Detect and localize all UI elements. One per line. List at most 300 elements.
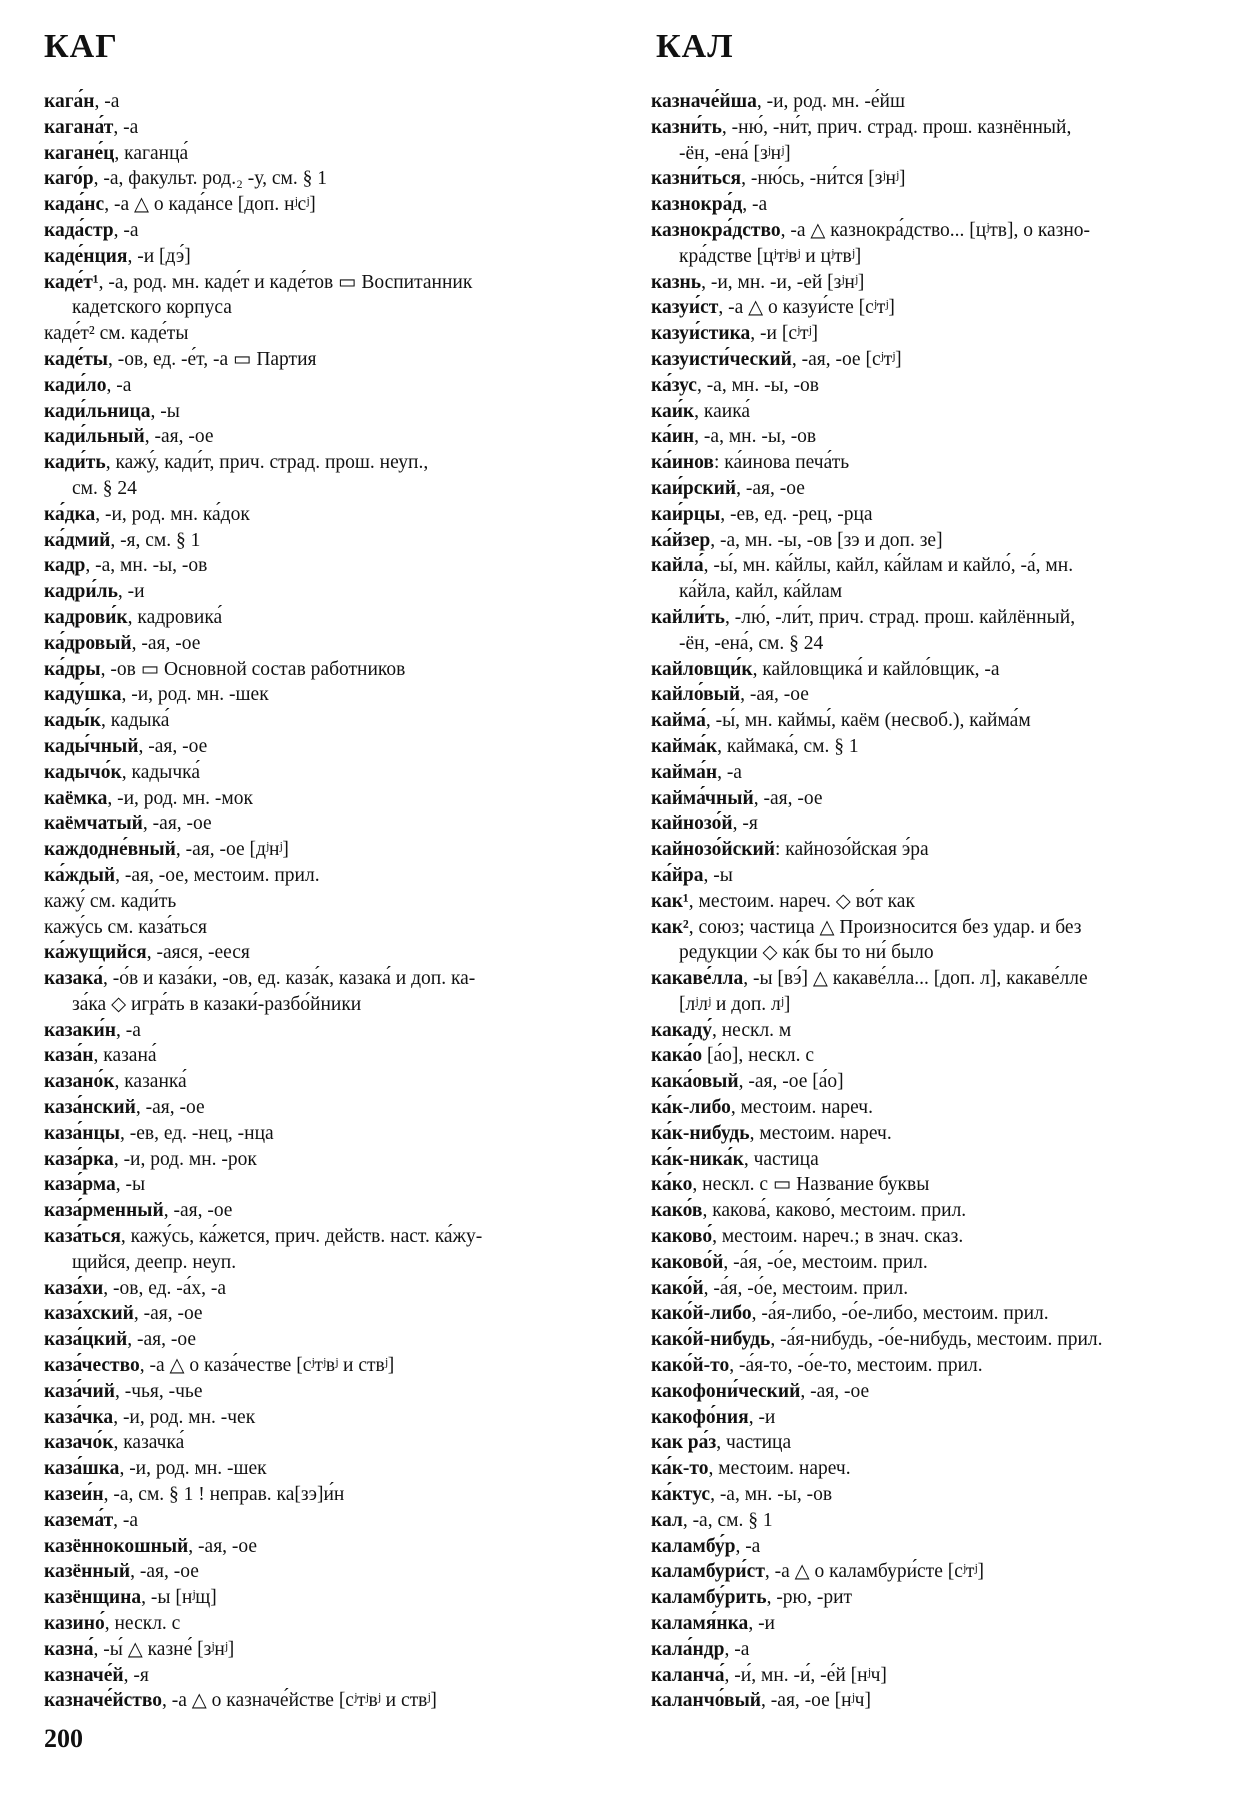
entry-headword: казака́: [44, 968, 103, 990]
dictionary-entry: [44, 141, 614, 167]
dictionary-entry: [651, 786, 1223, 812]
dictionary-entry: [44, 1456, 614, 1482]
dictionary-entry: [651, 1456, 1223, 1482]
entry-definition: , какова́, каково́, местоим. прил.: [702, 1200, 967, 1222]
dictionary-entry: [651, 1688, 1223, 1714]
dictionary-entry: [651, 682, 1223, 708]
entry-headword: казёнщина: [44, 1587, 142, 1609]
dictionary-entry: [44, 1147, 614, 1173]
entry-continuation: -ён, -ена́, см. § 24: [679, 632, 824, 654]
dictionary-entry: [651, 1198, 1223, 1224]
entry-headword: казаки́н: [44, 1019, 116, 1041]
entry-definition: , -ая, -ое: [131, 632, 201, 654]
entry-headword: каго́р: [44, 168, 94, 190]
dictionary-entry: [651, 1559, 1223, 1585]
entry-continuation: ка́йла, кайл, ка́йлам: [679, 581, 843, 603]
entry-definition: , -а, род. мн. каде́т и каде́тов ▭ Воспитанник: [98, 271, 473, 293]
entry-headword: какофони́ческий: [651, 1380, 801, 1402]
entry-continuation: щийся, деепр. неуп.: [72, 1251, 237, 1273]
entry-headword: каде́ты: [44, 348, 109, 370]
dictionary-entry: [44, 1095, 614, 1121]
entry-definition: , -а △ о казуи́сте [сʲтʲ]: [718, 297, 895, 319]
entry-headword: казни́ться: [651, 168, 742, 190]
entry-headword: как¹: [651, 890, 689, 912]
dictionary-entry: [44, 450, 614, 502]
entry-headword: каза́хи: [44, 1277, 104, 1299]
dictionary-entry: [44, 837, 614, 863]
entry-definition: , -а́я-нибудь, -о́е-нибудь, местоим. прил.: [770, 1329, 1103, 1351]
entry-definition: , -а́я, -о́е, местоим. прил.: [703, 1277, 909, 1299]
dictionary-entry: [44, 1688, 614, 1714]
right-running-head: КАЛ: [656, 28, 734, 65]
entry-definition: , -а: [94, 91, 120, 112]
entry-headword: каза́рма: [44, 1174, 116, 1196]
entry-headword: казённокошный: [44, 1535, 189, 1557]
dictionary-entry: [44, 657, 614, 683]
entry-definition: [а́о], нескл. с: [702, 1045, 814, 1067]
dictionary-entry: [651, 89, 1223, 115]
entry-headword: казано́к: [44, 1071, 115, 1093]
entry-headword: каза́чество: [44, 1355, 140, 1377]
left-running-head: КАГ: [44, 28, 118, 65]
entry-headword: казнь: [651, 271, 702, 293]
entry-headword: каза́рменный: [44, 1200, 164, 1222]
dictionary-entry: [44, 424, 614, 450]
entry-definition: , -ов ▭ Основной состав работников: [100, 658, 406, 680]
entry-definition: , кажу́сь, ка́жется, прич. действ. наст. ка́жу-: [120, 1226, 483, 1248]
entry-definition: , -а́я, -о́е, местоим. прил.: [723, 1251, 928, 1273]
dictionary-entry: [651, 528, 1223, 554]
entry-definition: , -ая, -ое: [135, 1097, 205, 1119]
dictionary-entry: [44, 1198, 614, 1224]
entry-headword: казуи́стика: [651, 323, 751, 345]
entry-headword: кади́ло: [44, 374, 107, 396]
entry-headword: кади́льница: [44, 400, 151, 422]
entry-headword: кагана́т: [44, 116, 114, 138]
entry-headword: каза́хский: [44, 1303, 134, 1325]
dictionary-entry: [44, 889, 614, 915]
dictionary-entry: [651, 1018, 1223, 1044]
entry-headword: казни́ть: [651, 116, 722, 138]
dictionary-entry: [651, 270, 1223, 296]
entry-definition: , нескл. с: [104, 1613, 181, 1635]
entry-definition: , -ая, -ое: [188, 1535, 258, 1557]
dictionary-entry: [44, 682, 614, 708]
entry-definition: , -ая, -ое [сʲтʲ]: [791, 348, 902, 370]
entry-headword: како́й-либо: [651, 1303, 752, 1325]
entry-continuation: -ён, -ена́ [зʲнʲ]: [679, 142, 791, 164]
dictionary-entry: [651, 553, 1223, 605]
entry-definition: , -ов, ед. -е́т, -а ▭ Партия: [108, 348, 317, 370]
entry-definition: , -а: [724, 1638, 750, 1660]
entry-continuation: за́ка ◇ игра́ть в казаки́-разбо́йники: [72, 993, 362, 1015]
entry-definition: , -и, мн. -и, -ей [зʲнʲ]: [701, 271, 865, 293]
entry-definition: , -а́я-либо, -о́е-либо, местоим. прил.: [751, 1303, 1049, 1325]
dictionary-entry: [651, 1069, 1223, 1095]
dictionary-entry: [651, 399, 1223, 425]
entry-definition: кажу́ см. кади́ть: [44, 890, 177, 912]
entry-headword: кадри́ль: [44, 581, 118, 603]
entry-definition: , кадровика́: [127, 606, 223, 628]
entry-definition: , каика́: [694, 400, 751, 422]
dictionary-entry: [651, 760, 1223, 786]
entry-definition: , -а́я-то, -о́е-то, местоим. прил.: [729, 1355, 983, 1377]
entry-headword: кайнозо́йский: [651, 839, 775, 861]
entry-definition: : кайнозо́йская э́ра: [774, 839, 929, 861]
dictionary-entry: [44, 760, 614, 786]
entry-headword: какофо́ния: [651, 1406, 749, 1428]
dictionary-entry: [651, 1250, 1223, 1276]
entry-headword: казуисти́ческий: [651, 348, 792, 370]
entry-definition: , -а △ о каза́честве [сʲтʲвʲ и ствʲ]: [139, 1355, 395, 1377]
entry-definition: , -ая, -ое: [736, 477, 805, 499]
dictionary-entry: [651, 1508, 1223, 1534]
dictionary-entry: [44, 270, 614, 322]
entry-definition: , местоим. нареч.; в знач. сказ.: [712, 1226, 964, 1248]
entry-definition: , -ая, -ое: [142, 813, 212, 835]
entry-definition: , -и, род. мн. -рок: [113, 1148, 257, 1170]
entry-definition: , -и [дэ́]: [127, 245, 191, 267]
entry-definition: , -а, мн. -ы, -ов: [696, 374, 819, 396]
entry-definition: , -аяся, -ееся: [146, 942, 250, 964]
entry-headword: казначе́йство: [44, 1690, 162, 1712]
entry-headword: када́стр: [44, 219, 114, 241]
dictionary-entry: [651, 1121, 1223, 1147]
entry-headword: како́й-то: [651, 1355, 730, 1377]
entry-definition: : ка́инова печа́ть: [713, 452, 850, 474]
dictionary-entry: [651, 1637, 1223, 1663]
entry-definition: , -а, факульт. род.₂ -у, см. § 1: [93, 168, 327, 190]
entry-headword: кади́льный: [44, 426, 145, 448]
dictionary-entry: [651, 708, 1223, 734]
entry-headword: каза́цкий: [44, 1329, 128, 1351]
entry-definition: , -я: [123, 1664, 149, 1686]
entry-definition: , -ы [вэ́] △ какаве́лла... [доп. л], какаве́лле: [743, 968, 1088, 990]
entry-headword: каза́чий: [44, 1380, 115, 1402]
dictionary-entry: [44, 1405, 614, 1431]
dictionary-entry: [44, 1430, 614, 1456]
entry-headword: кайма́чный: [651, 787, 754, 809]
dictionary-entry: [44, 708, 614, 734]
dictionary-entry: [44, 321, 614, 347]
entry-definition: , -ы́, мн. каймы́, каём (несвоб.), кайма́м: [705, 710, 1031, 732]
entry-headword: како́й: [651, 1277, 704, 1299]
dictionary-entry: [44, 1121, 614, 1147]
entry-definition: , -и́, мн. -и́, -е́й [нʲч]: [724, 1664, 887, 1686]
dictionary-entry: [44, 579, 614, 605]
entry-headword: кады́к: [44, 710, 102, 732]
entry-headword: како́в: [651, 1200, 703, 1222]
entry-definition: , местоим. нареч.: [749, 1122, 892, 1144]
entry-headword: каде́нция: [44, 245, 128, 267]
entry-headword: казема́т: [44, 1509, 114, 1531]
dictionary-entry: [651, 1224, 1223, 1250]
entry-definition: , -и: [748, 1406, 776, 1428]
entry-headword: ка́инов: [651, 452, 714, 474]
dictionary-entry: [44, 786, 614, 812]
entry-definition: , -я: [732, 813, 758, 835]
entry-headword: ка́ин: [651, 426, 695, 448]
entry-headword: каи́к: [651, 400, 695, 422]
dictionary-entry: [44, 1018, 614, 1044]
entry-definition: , -и, род. мн. -шек: [119, 1458, 267, 1480]
dictionary-entry: [44, 1585, 614, 1611]
entry-definition: , -ая, -ое: [138, 735, 208, 757]
entry-headword: как ра́з: [651, 1432, 717, 1454]
dictionary-entry: [44, 1637, 614, 1663]
entry-headword: кадр: [44, 555, 86, 577]
entry-definition: , -ая, -ое: [130, 1561, 199, 1583]
entry-definition: , -ы: [703, 864, 733, 886]
dictionary-entry: [44, 1069, 614, 1095]
dictionary-entry: [44, 1043, 614, 1069]
entry-headword: каламбу́рить: [651, 1587, 767, 1609]
entry-definition: , -и, род. мн. -шек: [121, 684, 269, 706]
entry-definition: , -а, мн. -ы, -ов: [85, 555, 208, 577]
dictionary-entry: [44, 1534, 614, 1560]
dictionary-entry: [651, 605, 1223, 657]
entry-definition: , -ая, -ое: [753, 787, 823, 809]
entry-definition: , местоим. нареч.: [708, 1458, 851, 1480]
dictionary-entry: [44, 373, 614, 399]
dictionary-entry: [651, 1663, 1223, 1689]
dictionary-entry: [651, 1585, 1223, 1611]
entry-definition: , -а △ казнокра́дство... [цʲтв], о казно-: [780, 219, 1091, 241]
entry-headword: кала́ндр: [651, 1638, 725, 1660]
dictionary-entry: [651, 889, 1223, 915]
entry-definition: , -а: [717, 761, 742, 783]
dictionary-entry: [44, 1482, 614, 1508]
entry-definition: , -ов, ед. -а́х, -а: [103, 1277, 227, 1299]
entry-definition: , -ы́, мн. ка́йлы, кайл, ка́йлам и кайло́, -а́, мн.: [703, 555, 1074, 577]
dictionary-entry: [651, 1430, 1223, 1456]
right-column: [651, 89, 1223, 1714]
entry-definition: , -и: [117, 581, 145, 603]
entry-headword: ка́дры: [44, 658, 101, 680]
dictionary-entry: [44, 1559, 614, 1585]
dictionary-entry: [651, 192, 1223, 218]
entry-definition: , кайловщика́ и кайло́вщик, -а: [752, 658, 1000, 680]
entry-headword: какаве́лла: [651, 968, 744, 990]
entry-headword: кака́овый: [651, 1071, 739, 1093]
dictionary-entry: [44, 915, 614, 941]
entry-definition: , -о́в и каза́ки, -ов, ед. каза́к, казака́ и доп. ка-: [102, 968, 476, 990]
entry-headword: кадычо́к: [44, 761, 122, 783]
entry-definition: , -ая, -ое [дʲнʲ]: [175, 839, 289, 861]
entry-headword: ка́к-либо: [651, 1097, 731, 1119]
entry-headword: каёмчатый: [44, 813, 143, 835]
dictionary-entry: [44, 399, 614, 425]
entry-definition: , -ая, -ое: [163, 1200, 233, 1222]
entry-definition: , -и, род. мн. -е́йш: [756, 91, 906, 112]
entry-definition: , -а △ о каламбури́сте [сʲтʲ]: [764, 1561, 984, 1583]
entry-headword: казённый: [44, 1561, 131, 1583]
entry-headword: кага́н: [44, 91, 95, 112]
entry-headword: каза́шка: [44, 1458, 120, 1480]
entry-headword: како́й-нибудь: [651, 1329, 771, 1351]
dictionary-entry: [44, 1301, 614, 1327]
entry-headword: каза́нский: [44, 1097, 136, 1119]
entry-headword: ка́ждый: [44, 864, 116, 886]
dictionary-entry: [651, 1379, 1223, 1405]
entry-headword: казуи́ст: [651, 297, 719, 319]
entry-definition: , -а: [113, 219, 139, 241]
entry-headword: ка́ктус: [651, 1484, 711, 1506]
entry-definition: , -а, см. § 1 ! неправ. ка[зэ]и́н: [103, 1484, 345, 1506]
entry-headword: кал: [651, 1509, 683, 1531]
entry-continuation: кра́дстве [цʲтʲвʲ и цʲтвʲ]: [679, 245, 862, 267]
entry-definition: , -ая, -ое: [127, 1329, 196, 1351]
entry-definition: , -ев, ед. -нец, -нца: [119, 1122, 274, 1144]
entry-headword: ка́йра: [651, 864, 704, 886]
entry-headword: кайнозо́й: [651, 813, 733, 835]
entry-definition: , -и [сʲтʲ]: [750, 323, 819, 345]
entry-headword: каду́шка: [44, 684, 122, 706]
dictionary-entry: [44, 631, 614, 657]
dictionary-entry: [44, 1327, 614, 1353]
dictionary-entry: [44, 192, 614, 218]
dictionary-entry: [44, 1379, 614, 1405]
dictionary-entry: [44, 218, 614, 244]
entry-definition: , -и, род. мн. -чек: [113, 1406, 256, 1428]
entry-headword: кагане́ц: [44, 142, 115, 164]
entry-headword: кайла́: [651, 555, 704, 577]
dictionary-entry: [651, 966, 1223, 1018]
entry-definition: , -ая, -ое [а́о]: [738, 1071, 844, 1093]
entry-definition: , -ая, -ое: [740, 684, 809, 706]
dictionary-entry: [44, 1508, 614, 1534]
entry-definition: , казачка́: [113, 1432, 185, 1454]
entry-headword: каза́чка: [44, 1406, 114, 1428]
entry-definition: кажу́сь см. каза́ться: [44, 916, 207, 938]
entry-definition: , нескл. с ▭ Название буквы: [692, 1174, 930, 1196]
entry-headword: каламбури́ст: [651, 1561, 765, 1583]
dictionary-entry: [651, 1534, 1223, 1560]
entry-headword: ка́дмий: [44, 529, 111, 551]
entry-headword: кады́чный: [44, 735, 139, 757]
dictionary-entry: [651, 1482, 1223, 1508]
dictionary-entry: [44, 1172, 614, 1198]
entry-headword: ка́жущийся: [44, 942, 147, 964]
entry-headword: каланчо́вый: [651, 1690, 762, 1712]
entry-definition: , кадыка́: [101, 710, 170, 732]
entry-headword: каламбу́р: [651, 1535, 736, 1557]
left-column: [44, 89, 614, 1714]
dictionary-entry: [651, 1147, 1223, 1173]
entry-definition: каде́т² см. каде́ты: [44, 323, 189, 345]
dictionary-entry: [651, 424, 1223, 450]
dictionary-entry: [44, 528, 614, 554]
entry-definition: , -а: [113, 116, 139, 138]
entry-definition: , -ая, -ое: [800, 1380, 870, 1402]
dictionary-entry: [651, 1276, 1223, 1302]
entry-definition: , -а △ о казначе́йстве [сʲтʲвʲ и ствʲ]: [162, 1690, 437, 1712]
dictionary-entry: [44, 1353, 614, 1379]
entry-definition: , -ню́, -ни́т, прич. страд. прош. казнённый,: [721, 116, 1072, 138]
dictionary-entry: [651, 502, 1223, 528]
entry-headword: казино́: [44, 1613, 105, 1635]
dictionary-entry: [651, 115, 1223, 167]
dictionary-entry: [651, 321, 1223, 347]
dictionary-entry: [651, 373, 1223, 399]
entry-definition: , -а: [106, 374, 132, 396]
entry-definition: , местоим. нареч. ◇ во́т как: [688, 890, 915, 912]
entry-definition: , -а, мн. -ы, -ов [зэ и доп. зе]: [710, 529, 943, 551]
entry-definition: , -ы́ △ казне́ [зʲнʲ]: [93, 1638, 235, 1660]
entry-headword: каза́ться: [44, 1226, 121, 1248]
entry-headword: кайма́н: [651, 761, 718, 783]
entry-headword: каза́нцы: [44, 1122, 120, 1144]
entry-definition: , -и: [748, 1613, 775, 1635]
dictionary-entry: [651, 476, 1223, 502]
dictionary-entry: [44, 166, 614, 192]
entry-headword: ка́к-то: [651, 1458, 709, 1480]
entry-definition: , -ы: [115, 1174, 146, 1196]
dictionary-entry: [651, 1095, 1223, 1121]
entry-headword: кадрови́к: [44, 606, 128, 628]
entry-definition: , -лю́, -ли́т, прич. страд. прош. кайлённый,: [725, 606, 1076, 628]
entry-headword: казна́: [44, 1638, 94, 1660]
entry-headword: каи́рский: [651, 477, 737, 499]
entry-definition: , -а: [735, 1535, 761, 1557]
dictionary-entry: [44, 605, 614, 631]
dictionary-entry: [44, 115, 614, 141]
dictionary-entry: [44, 553, 614, 579]
entry-definition: , -ы [нʲщ]: [141, 1587, 217, 1609]
entry-headword: каи́рцы: [651, 503, 721, 525]
entry-definition: , кадычка́: [121, 761, 201, 783]
entry-definition: , -ая, -ое, местоим. прил.: [115, 864, 320, 886]
entry-headword: кака́о: [651, 1045, 703, 1067]
entry-headword: ка́дровый: [44, 632, 132, 654]
entry-headword: казначе́йша: [651, 91, 757, 112]
entry-definition: , -ая, -ое: [133, 1303, 203, 1325]
entry-headword: каланча́: [651, 1664, 725, 1686]
page-number: 200: [44, 1724, 83, 1753]
dictionary-entry: [44, 244, 614, 270]
entry-headword: как²: [651, 916, 689, 938]
entry-headword: ка́зус: [651, 374, 697, 396]
entry-headword: каде́т¹: [44, 271, 99, 293]
entry-headword: каза́н: [44, 1045, 94, 1067]
entry-definition: , -а, мн. -ы, -ов: [710, 1484, 833, 1506]
dictionary-entry: [651, 1327, 1223, 1353]
entry-headword: казначе́й: [44, 1664, 124, 1686]
entry-definition: , -я, см. § 1: [110, 529, 201, 551]
entry-headword: казеи́н: [44, 1484, 104, 1506]
dictionary-entry: [651, 734, 1223, 760]
dictionary-entry: [651, 915, 1223, 967]
dictionary-entry: [651, 166, 1223, 192]
entry-headword: кайло́вый: [651, 684, 741, 706]
dictionary-entry: [651, 450, 1223, 476]
entry-definition: , нескл. м: [712, 1019, 792, 1041]
dictionary-entry: [651, 1405, 1223, 1431]
entry-definition: , -а: [115, 1019, 141, 1041]
dictionary-entry: [651, 1043, 1223, 1069]
entry-definition: , -ая, -ое [нʲч]: [761, 1690, 871, 1712]
entry-continuation: кадетского корпуса: [72, 297, 232, 319]
entry-headword: ка́йзер: [651, 529, 711, 551]
entry-headword: кади́ть: [44, 452, 106, 474]
dictionary-entry: [651, 295, 1223, 321]
entry-continuation: [лʲлʲ и доп. лʲ]: [679, 993, 791, 1015]
entry-headword: казнокра́д: [651, 194, 743, 216]
entry-definition: , -ая, -ое: [144, 426, 214, 448]
dictionary-entry: [651, 1611, 1223, 1637]
dictionary-entry: [44, 863, 614, 889]
dictionary-entry: [44, 347, 614, 373]
